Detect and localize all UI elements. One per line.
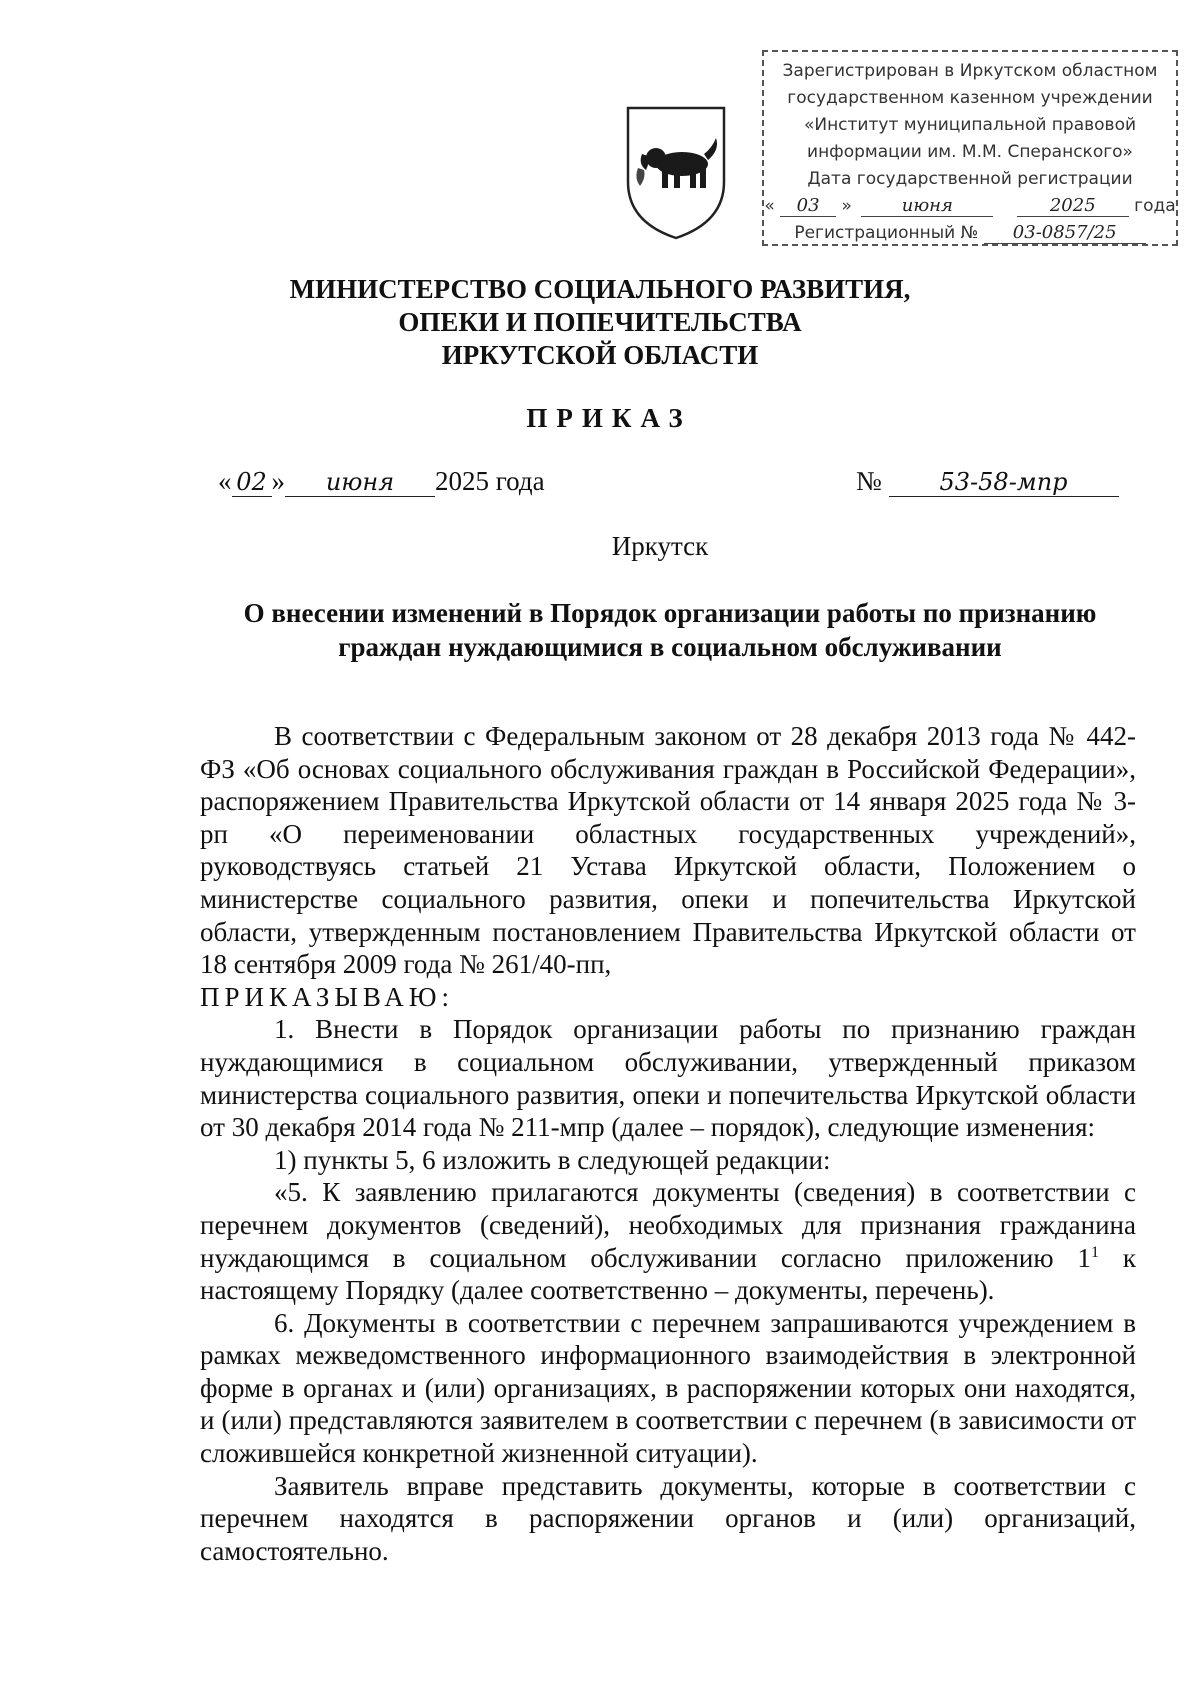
- stamp-line: государственном казенном учреждении: [787, 88, 1153, 108]
- paragraph-order-word: ПРИКАЗЫВАЮ:: [200, 981, 454, 1012]
- appendix-superscript: 1: [1090, 1243, 1099, 1261]
- date-close-quote: »: [271, 466, 285, 496]
- stamp-date-month: июня: [861, 196, 993, 217]
- date-open-quote: «: [218, 466, 232, 496]
- ministry-line: МИНИСТЕРСТВО СОЦИАЛЬНОГО РАЗВИТИЯ,: [289, 274, 911, 304]
- order-number: [856, 466, 1119, 497]
- title-line: граждан нуждающимися в социальном обслуживании: [338, 632, 1002, 662]
- date-day: 02: [232, 468, 272, 497]
- stamp-line: Дата государственной регистрации: [807, 169, 1133, 189]
- paragraph-point-5: [200, 1176, 1136, 1306]
- number-value: 53-58-мпр: [889, 468, 1119, 497]
- order-date: [218, 466, 545, 497]
- paragraph-point-6: 6. Документы в соответствии с перечнем запрашиваются учреждением в рамках межведомственного информационного взаимодействия в электронной форме в органах и (или) организациях, в распоряжении которых они находятся, и (или) представляются заявителем в соответствии с перечнем (в зависимости от сложившейся конкретной жизненной ситуации).: [200, 1307, 1136, 1469]
- date-year: 2025 года: [435, 466, 545, 496]
- stamp-registration-number: [764, 220, 1176, 247]
- order-heading: ПРИКАЗ: [526, 403, 692, 433]
- document-body: [200, 720, 1136, 1567]
- paragraph-item-1: 1. Внести в Порядок организации работы по признанию граждан нуждающимися в социальном обслуживании, утвержденный приказом министерства социального развития, опеки и попечительства Иркутской области от 30 декабря 2014 года № 211-мпр (далее – порядок), следующие изменения:: [200, 1014, 1136, 1143]
- title-line: О внесении изменений в Порядок организации работы по признанию: [243, 598, 1097, 628]
- stamp-line: информации им. М.М. Сперанского»: [807, 142, 1133, 162]
- stamp-date-mid: »: [841, 196, 852, 216]
- ministry-line: ОПЕКИ И ПОПЕЧИТЕЛЬСТВА: [398, 307, 802, 337]
- paragraph-applicant-right: Заявитель вправе представить документы, которые в соответствии с перечнем находятся в распоряжении органов и (или) организаций, самостоятельно.: [200, 1470, 1136, 1566]
- stamp-registration-date: [764, 193, 1176, 220]
- stamp-date-suffix: года: [1134, 196, 1176, 216]
- stamp-reg-label: Регистрационный №: [794, 223, 979, 243]
- point-5-text-b: к настоящему Порядку (далее соответственно – документы, перечень).: [200, 1242, 1136, 1306]
- paragraph-preamble: В соответствии с Федеральным законом от 28 декабря 2013 года № 442-ФЗ «Об основах социального обслуживания граждан в Российской Федерации», распоряжением Правительства Иркутской области от 14 января 2025 года № 3-рп «О переименовании областных государственных учреждений», руководствуясь статьей 21 Устава Иркутской области, Положением о министерстве социального развития, опеки и попечительства Иркутской области, утвержденным постановлением Правительства Иркутской области от 18 сентября 2009 года № 261/40-пп,: [200, 721, 1136, 980]
- stamp-reg-number: 03-0857/25: [984, 223, 1146, 244]
- point-5-text-a: «5. К заявлению прилагаются документы (сведения) в соответствии с перечнем документов (сведений), необходимых для признания гражданина нуждающимся в социальном обслуживании согласно приложению 1: [200, 1177, 1136, 1273]
- stamp-date-day: 03: [780, 196, 836, 217]
- registration-stamp: [762, 50, 1178, 246]
- date-month: июня: [285, 468, 435, 497]
- stamp-line: «Институт муниципальной правовой: [803, 115, 1137, 135]
- coat-of-arms-emblem: [624, 104, 728, 242]
- paragraph-subitem-1: 1) пункты 5, 6 изложить в следующей редакции:: [274, 1144, 831, 1175]
- stamp-line: Зарегистрирован в Иркутском областном: [782, 61, 1158, 81]
- stamp-date-year: 2025: [1017, 196, 1129, 217]
- ministry-line: ИРКУТСКОЙ ОБЛАСТИ: [441, 340, 759, 370]
- document-title: [200, 596, 1140, 664]
- stamp-date-open: «: [764, 196, 775, 216]
- number-label: №: [856, 466, 882, 496]
- city-name: Иркутск: [611, 531, 709, 561]
- ministry-name: [0, 273, 1200, 372]
